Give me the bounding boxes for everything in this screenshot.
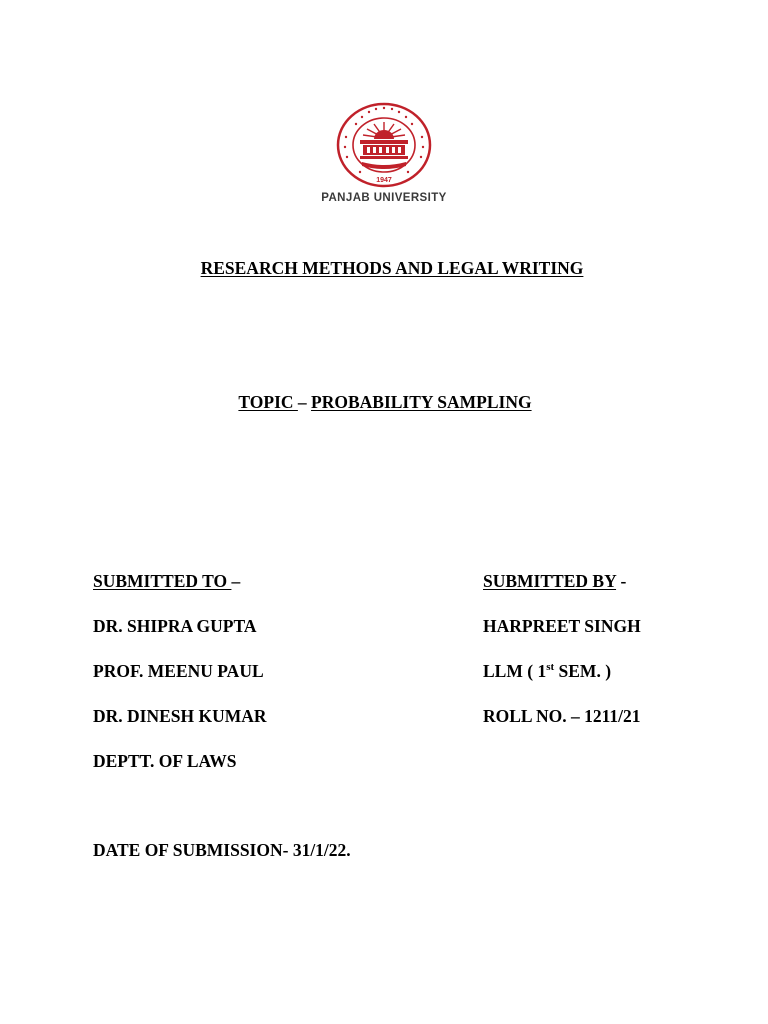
seal-emblem-icon [336,102,432,188]
university-name: PANJAB UNIVERSITY [321,192,447,204]
date-of-submission: DATE OF SUBMISSION- 31/1/22. [93,840,351,860]
student-course [483,661,611,682]
submitted-by-dash: - [616,571,627,591]
topic-value: PROBABILITY SAMPLING [311,392,532,412]
submitted-to-name-2: PROF. MEENU PAUL [93,661,264,681]
student-name: HARPREET SINGH [483,616,641,636]
submitted-to-label: SUBMITTED TO [93,571,232,591]
submitted-to-name-3: DR. DINESH KUMAR [93,706,267,726]
topic-label: TOPIC [238,392,298,412]
seal-year: 1947 [376,177,392,184]
course-suffix: SEM. ) [554,661,612,681]
submitted-to-dash: – [231,571,241,591]
topic-separator: – [297,392,312,412]
university-seal-logo [336,102,432,188]
submitted-by-label: SUBMITTED BY [483,571,617,591]
submitted-to-name-1: DR. SHIPRA GUPTA [93,616,257,636]
course-superscript: st [546,661,555,674]
submitted-to-department: DEPTT. OF LAWS [93,751,237,771]
student-roll-number: ROLL NO. – 1211/21 [483,706,641,726]
topic-line [0,392,768,413]
document-title: RESEARCH METHODS AND LEGAL WRITING [200,258,584,278]
course-prefix: LLM ( 1 [483,661,547,681]
submitted-to-heading [93,571,240,592]
submitted-by-heading [483,571,626,592]
